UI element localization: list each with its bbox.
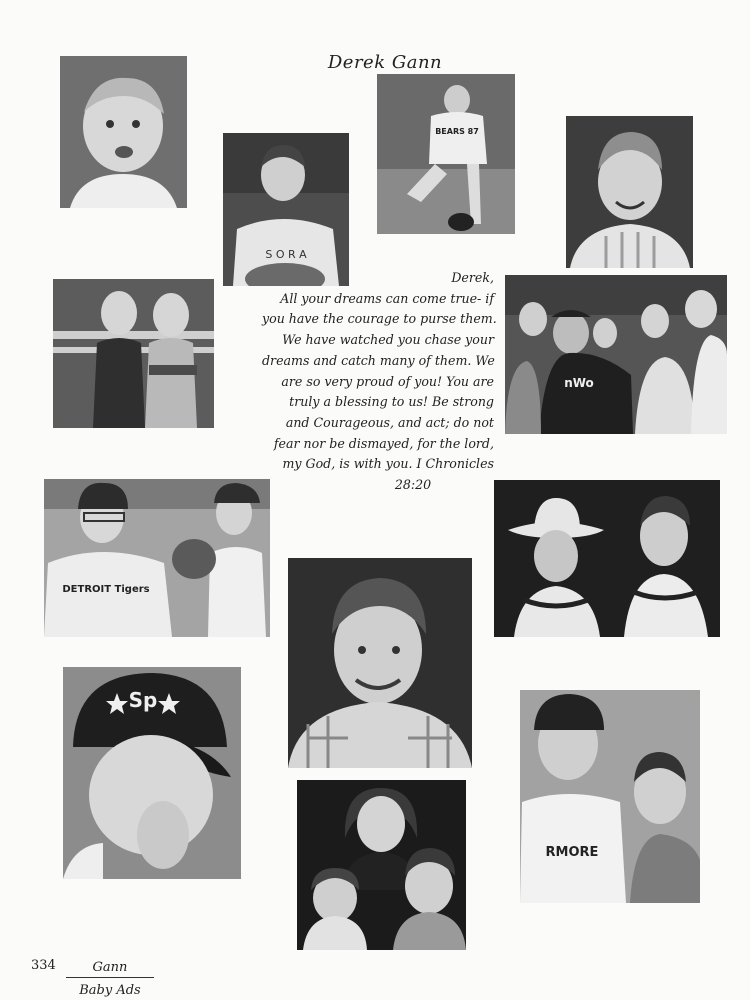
shirt-text: S O R A xyxy=(265,248,307,261)
shirt-text: RMORE xyxy=(545,845,599,860)
message-line: dreams and catch many of them. We xyxy=(262,352,495,368)
message-line: truly a blessing to us! Be strong xyxy=(289,394,494,410)
page-number: 334 xyxy=(31,958,56,973)
shirt-text: DETROIT Tigers xyxy=(62,584,150,595)
two-toddlers-photo xyxy=(53,279,214,428)
jersey-text: BEARS 87 xyxy=(435,127,479,136)
message-line: are so very proud of you! You are xyxy=(281,373,494,389)
message-line: We have watched you chase your xyxy=(282,332,494,348)
message-line: and Courageous, and act; do not xyxy=(285,414,494,430)
message-line: you have the courage to purse them. xyxy=(262,311,497,327)
two-teens-photo xyxy=(520,690,700,903)
group-with-wrestler-photo xyxy=(505,275,727,434)
cowboy-hat-friends-photo xyxy=(494,480,720,637)
boy-with-basketball-photo xyxy=(223,133,349,286)
footer-section: Baby Ads xyxy=(79,983,141,998)
toddler-portrait-photo xyxy=(60,56,187,208)
senior-portrait-photo xyxy=(288,558,472,768)
message-line: Derek, xyxy=(451,270,494,285)
message-line: All your dreams can come true- if xyxy=(280,290,494,306)
footer-name: Gann xyxy=(66,960,154,978)
mother-and-sons-photo xyxy=(297,780,466,950)
boy-smiling-portrait-photo xyxy=(566,116,693,268)
page-title: Derek Gann xyxy=(327,52,443,73)
detroit-tigers-photo xyxy=(44,479,270,637)
cap-text: Sp xyxy=(128,688,158,712)
baseball-cap-boy-photo xyxy=(63,667,241,879)
message-text xyxy=(262,268,497,496)
football-player-photo xyxy=(377,74,515,234)
message-line: my God, is with you. I Chronicles xyxy=(282,456,494,472)
message-line: 28:20 xyxy=(394,477,432,493)
message-line: fear nor be dismayed, for the lord, xyxy=(273,435,494,451)
shirt-text: nWo xyxy=(564,376,594,390)
